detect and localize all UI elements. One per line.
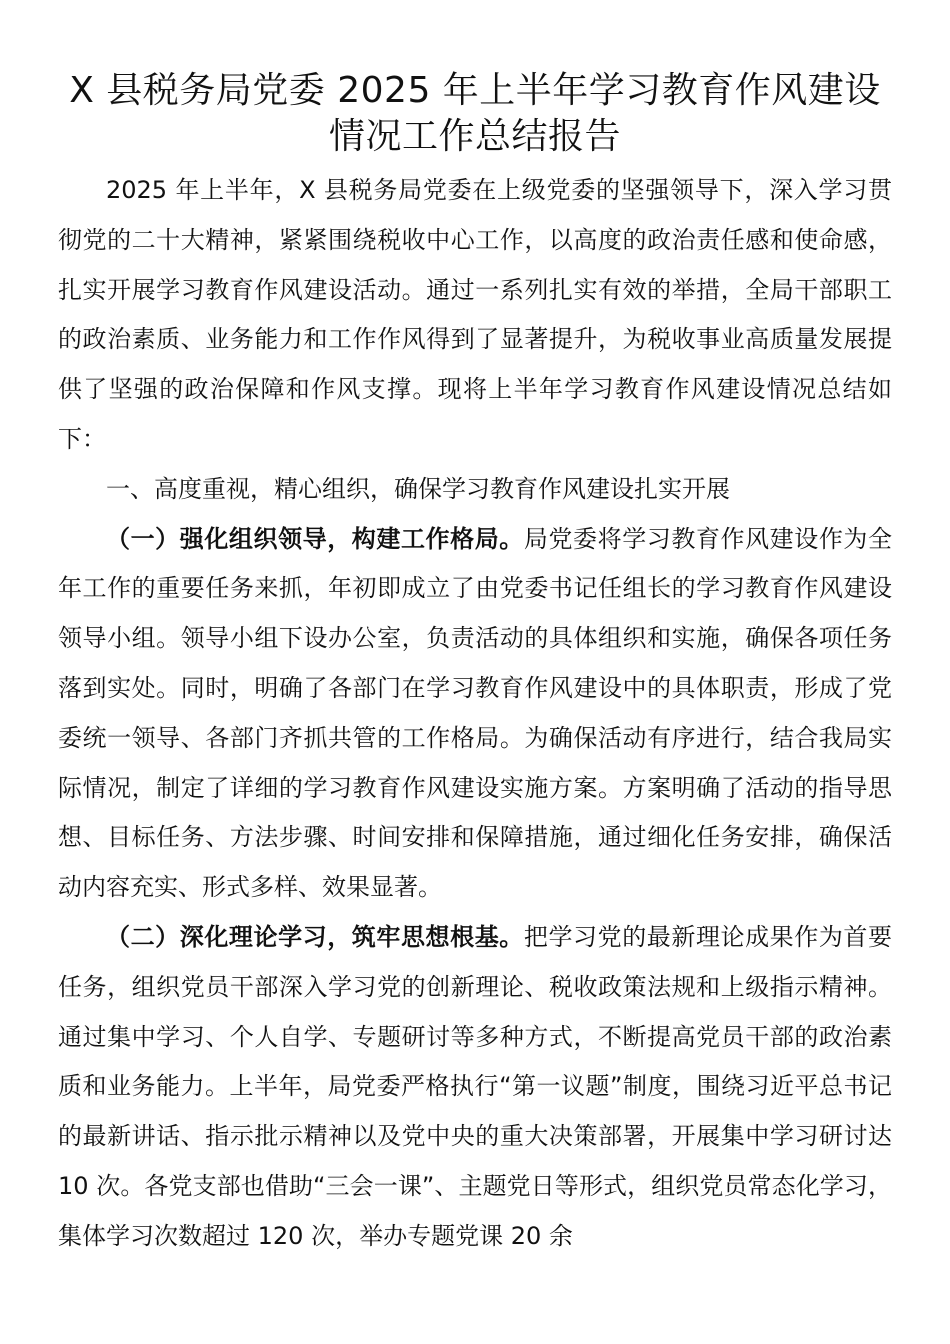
subsection-1-heading: （一）强化组织领导，构建工作格局。 xyxy=(106,524,524,553)
subsection-2-heading: （二）深化理论学习，筑牢思想根基。 xyxy=(106,922,524,951)
document-page xyxy=(58,68,892,1262)
subsection-1-paragraph xyxy=(58,515,892,913)
subsection-2-paragraph xyxy=(58,913,892,1262)
document-title: X 县税务局党委 2025 年上半年学习教育作风建设情况工作总结报告 xyxy=(69,70,881,157)
subsection-1-body: 局党委将学习教育作风建设作为全年工作的重要任务来抓，年初即成立了由党委书记任组长的学习教育作风建设领导小组。领导小组下设办公室，负责活动的具体组织和实施，确保各项任务落到实处。同时，明确了各部门在学习教育作风建设中的具体职责，形成了党委统一领导、各部门齐抓共管的工作格局。为确保活动有序进行，结合我局实际情况，制定了详细的学习教育作风建设实施方案。方案明确了活动的指导思想、目标任务、方法步骤、时间安排和保障措施，通过细化任务安排，确保活动内容充实、形式多样、效果显著。 xyxy=(58,524,893,902)
section-heading-1: 一、高度重视，精心组织，确保学习教育作风建设扎实开展 xyxy=(106,474,730,503)
intro-paragraph: 2025 年上半年，X 县税务局党委在上级党委的坚强领导下，深入学习贯彻党的二十大精神，紧紧围绕税收中心工作，以高度的政治责任感和使命感，扎实开展学习教育作风建设活动。通过一系列扎实有效的举措，全局干部职工的政治素质、业务能力和工作作风得到了显著提升，为税收事业高质量发展提供了坚强的政治保障和作风支撑。现将上半年学习教育作风建设情况总结如下： xyxy=(58,176,892,453)
subsection-2-body: 把学习党的最新理论成果作为首要任务，组织党员干部深入学习党的创新理论、税收政策法规和上级指示精神。通过集中学习、个人自学、专题研讨等多种方式，不断提高党员干部的政治素质和业务能力。上半年，局党委严格执行“第一议题”制度，围绕习近平总书记的最新讲话、指示批示精神以及党中央的重大决策部署，开展集中学习研讨达 10 次。各党支部也借助“三会一课”、主题党日等形式，组织党员常态化学习，集体学习次数超过 120 次，举办专题党课 20 余 xyxy=(58,922,893,1250)
